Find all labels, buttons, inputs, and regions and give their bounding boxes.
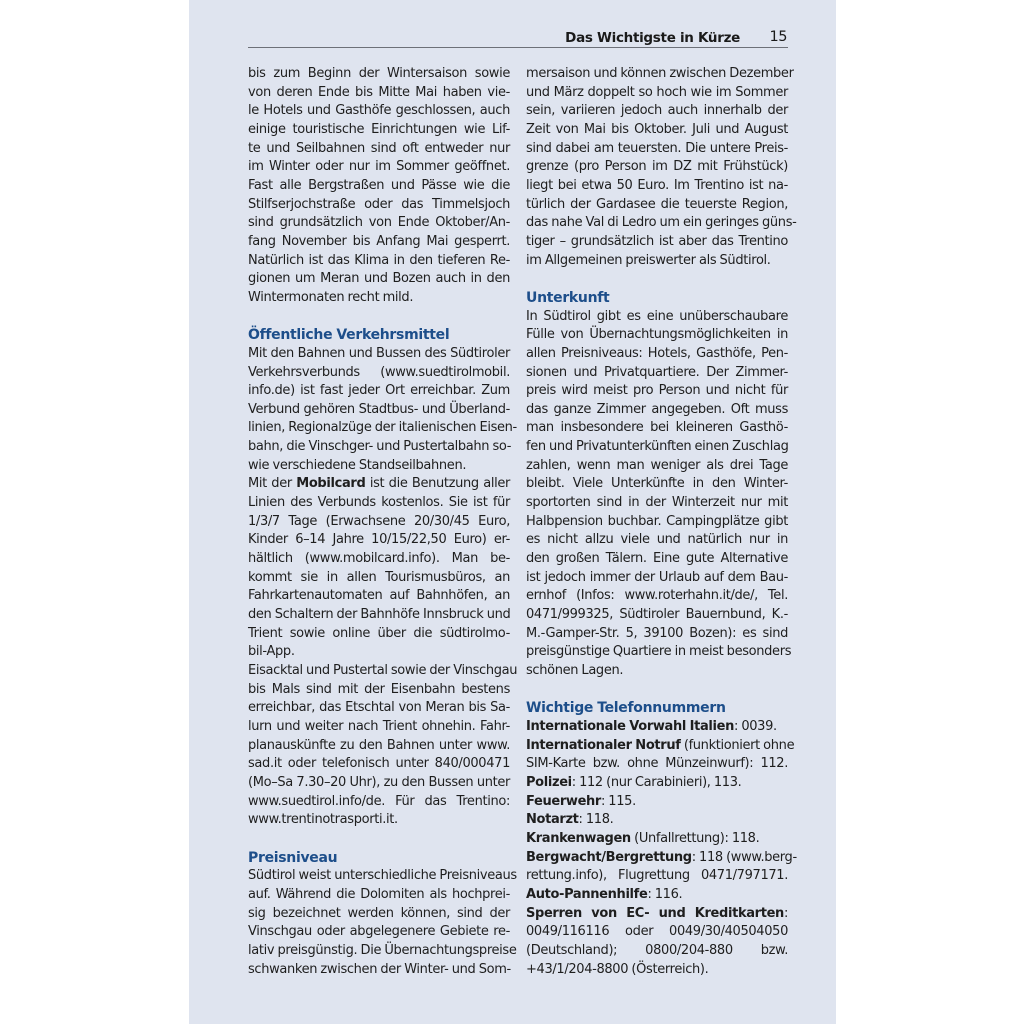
bold-term: Sperren von EC- und Kreditkarten: [526, 905, 784, 921]
text-segment: :: [783, 905, 788, 921]
section-heading: [526, 699, 788, 718]
text-segment: mersaison und können zwischen Dezember: [526, 66, 794, 81]
text-line: [248, 513, 510, 532]
text-line: [248, 401, 510, 420]
text-line: [526, 196, 788, 215]
text-segment: rettung.info), Flugrettung 0471/797171.: [526, 868, 788, 884]
text-segment: (Deutschland); 0800/204-880 bzw.: [526, 942, 788, 958]
text-segment: zahlen, wenn man weniger als drei Tage: [526, 457, 788, 473]
text-segment: lativ preisgünstig. Die Übernachtungspreise: [248, 942, 517, 958]
text-line: [526, 438, 788, 457]
text-segment: bil-App.: [248, 644, 295, 660]
text-line: [526, 774, 788, 793]
text-segment: 0049/116116 oder 0049/30/40504050: [526, 924, 788, 940]
text-segment: den Schaltern der Bahnhöfe Innsbruck und: [248, 607, 511, 623]
text-segment: linien, Regionalzüge der italienischen Eisen-: [248, 420, 517, 436]
text-segment: den großen Tälern. Eine gute Alternative: [526, 551, 788, 567]
text-segment: Trient sowie online über die südtirolmo-: [248, 625, 510, 641]
text-segment: Wintermonaten recht mild.: [248, 289, 414, 305]
text-segment: preis wird meist pro Person und nicht für: [526, 383, 788, 399]
text-line: [248, 177, 510, 196]
text-segment: tiger – grundsätzlich ist aber das Trentino: [526, 233, 788, 249]
text-line: [248, 961, 510, 980]
text-line: [248, 811, 510, 830]
text-line: [248, 793, 510, 812]
running-header: [248, 28, 788, 48]
text-line: [248, 867, 517, 886]
page-number: 15: [769, 29, 787, 45]
text-line: [526, 102, 788, 121]
text-line: [526, 867, 788, 886]
text-segment: : 118.: [578, 812, 614, 828]
text-line: [248, 158, 510, 177]
bold-term: Internationale Vorwahl Italien: [526, 718, 735, 734]
text-line: [526, 84, 788, 103]
text-line: [248, 419, 517, 438]
text-line: [526, 942, 788, 961]
text-line: [526, 65, 794, 84]
section-heading: [526, 289, 788, 308]
text-line: [526, 308, 788, 327]
text-line: [248, 475, 510, 494]
bold-term: Krankenwagen: [526, 830, 631, 846]
text-segment: 1/3/7 Tage (Erwachsene 20/30/45 Euro,: [248, 513, 510, 529]
text-line: [248, 457, 510, 476]
text-segment: +43/1/204-8800 (Österreich).: [526, 961, 709, 977]
text-line: [248, 364, 510, 383]
text-line: [248, 494, 510, 513]
text-line: [248, 252, 510, 271]
text-line: [248, 345, 510, 364]
text-line: [526, 401, 788, 420]
text-segment: es nicht allzu viele und natürlich nur in: [526, 532, 788, 548]
text-line: [248, 643, 510, 662]
bold-term: Mobilcard: [296, 476, 366, 492]
text-segment: das nahe Val di Ledro um ein geringes güns-: [526, 215, 797, 231]
text-line: [248, 84, 510, 103]
text-line: [248, 65, 510, 84]
text-line: [248, 382, 510, 401]
text-segment: Vinschgau oder abgelegenere Gebiete re-: [248, 924, 510, 940]
text-segment: info.de) ist fast jeder Ort erreichbar. Zum: [248, 383, 510, 399]
text-segment: : 112 (nur Carabinieri), 113.: [571, 774, 742, 790]
section-heading: [248, 326, 510, 345]
text-segment: Fülle von Übernachtungsmöglichkeiten in: [526, 327, 788, 343]
text-line: [248, 886, 510, 905]
running-header-title: Das Wichtigste in Kürze: [565, 30, 740, 46]
text-segment: Mit den Bahnen und Bussen des Südtiroler: [248, 345, 510, 361]
text-segment: Mit der: [248, 476, 297, 492]
text-segment: im Winter oder nur im Sommer geöffnet.: [248, 159, 510, 175]
text-segment: SIM-Karte bzw. ohne Münzeinwurf): 112.: [526, 756, 788, 772]
text-line: [248, 923, 510, 942]
text-segment: Kinder 6–14 Jahre 10/15/22,50 Euro) er-: [248, 532, 510, 548]
text-line: [248, 438, 510, 457]
text-segment: bis Mals sind mit der Eisenbahn bestens: [248, 681, 510, 697]
text-line: [248, 718, 510, 737]
text-segment: liegt bei etwa 50 Euro. Im Trentino ist na-: [526, 177, 788, 193]
text-segment: : 118 (www.berg-: [691, 849, 797, 865]
text-line: [526, 737, 795, 756]
text-segment: fang November bis Anfang Mai gesperrt.: [248, 233, 510, 249]
paragraph-spacer: [248, 308, 510, 327]
text-segment: ist jedoch immer der Urlaub auf dem Bau-: [526, 569, 788, 585]
text-segment: auf. Während die Dolomiten als hochprei-: [248, 886, 510, 902]
text-line: [248, 270, 510, 289]
text-segment: fen und Privatunterkünften einen Zuschlag: [526, 439, 789, 455]
text-segment: preisgünstige Quartiere in meist besonders: [526, 644, 792, 660]
text-line: [526, 326, 788, 345]
text-line: [248, 625, 510, 644]
bold-term: Bergwacht/Bergrettung: [526, 849, 692, 865]
text-line: [526, 475, 788, 494]
text-segment: wie verschiedene Standseilbahnen.: [248, 457, 467, 473]
text-segment: (Unfallrettung): 118.: [630, 830, 760, 846]
text-line: [248, 942, 517, 961]
text-line: [526, 252, 788, 271]
bold-term: Internationaler Notruf: [526, 737, 681, 753]
text-segment: : 116.: [647, 886, 683, 902]
text-line: [526, 923, 788, 942]
text-segment: ist die Benutzung aller: [365, 476, 510, 492]
left-column: [248, 65, 518, 979]
text-line: [526, 364, 788, 383]
paragraph-spacer: [526, 681, 788, 700]
text-segment: das ganze Zimmer angegeben. Oft muss: [526, 401, 788, 417]
text-segment: Wichtige Telefonnummern: [526, 700, 726, 717]
text-segment: In Südtirol gibt es eine unüberschaubare: [526, 308, 788, 324]
text-segment: schwanken zwischen der Winter- und Som-: [248, 961, 511, 977]
text-segment: sportorten sind in der Winterzeit nur mit: [526, 495, 788, 511]
text-line: [248, 531, 510, 550]
text-segment: Unterkunft: [526, 289, 610, 306]
text-segment: einige touristische Einrichtungen wie Lif-: [248, 121, 510, 137]
text-line: [526, 662, 788, 681]
text-segment: (funktioniert ohne: [680, 737, 795, 753]
text-segment: : 115.: [601, 793, 636, 809]
text-segment: kommt sie in allen Tourismusbüros, an: [248, 569, 510, 585]
text-segment: bahn, die Vinschger- und Pustertalbahn so-: [248, 439, 512, 455]
text-line: [526, 569, 788, 588]
text-line: [526, 793, 788, 812]
text-line: [526, 457, 788, 476]
text-line: [248, 550, 510, 569]
text-segment: sig bezeichnet werden können, sind der: [248, 905, 510, 921]
text-segment: bleibt. Viele Unterkünfte in den Winter-: [526, 476, 788, 492]
text-line: [526, 121, 788, 140]
text-line: [248, 121, 510, 140]
text-line: [526, 625, 788, 644]
text-line: [526, 849, 797, 868]
bold-term: Notarzt: [526, 812, 579, 828]
text-line: [526, 494, 788, 513]
text-line: [248, 755, 510, 774]
text-line: [526, 158, 788, 177]
text-line: [248, 699, 510, 718]
paragraph-spacer: [526, 270, 788, 289]
text-segment: sind dabei am teuersten. Die untere Preis-: [526, 140, 788, 156]
text-line: [526, 905, 788, 924]
text-segment: Zeit von Mai bis Oktober. Juli und August: [526, 121, 788, 137]
text-line: [526, 382, 788, 401]
text-segment: man insbesondere bei kleineren Gasthö-: [526, 420, 788, 436]
text-segment: Stilfserjochstraße oder das Timmelsjoch: [248, 196, 510, 212]
text-line: [248, 289, 510, 308]
text-line: [526, 643, 792, 662]
text-segment: türlich der Gardasee die teuerste Region,: [526, 196, 788, 212]
text-line: [526, 531, 788, 550]
text-segment: le Hotels und Gasthöfe geschlossen, auch: [248, 103, 510, 119]
text-segment: ernhof (Infos: www.roterhahn.it/de/, Tel.: [526, 588, 788, 604]
text-segment: Öffentliche Verkehrsmittel: [248, 327, 450, 344]
right-column: [526, 65, 797, 979]
text-segment: Halbpension buchbar. Campingplätze gibt: [526, 513, 788, 529]
bold-term: Feuerwehr: [526, 793, 601, 809]
text-line: [248, 214, 510, 233]
text-segment: und März doppelt so hoch wie im Sommer: [526, 84, 788, 100]
text-line: [526, 140, 788, 159]
text-segment: M.-Gamper-Str. 5, 39100 Bozen): es sind: [526, 625, 788, 641]
text-line: [526, 177, 788, 196]
text-segment: sein, variieren jedoch auch innerhalb der: [526, 103, 788, 119]
text-segment: 0471/999325, Südtiroler Bauernbund, K.-: [526, 607, 788, 623]
section-heading: [248, 849, 510, 868]
text-segment: bis zum Beginn der Wintersaison sowie: [248, 66, 510, 81]
text-line: [526, 419, 788, 438]
text-line: [248, 587, 510, 606]
text-line: [526, 886, 788, 905]
text-line: [248, 905, 510, 924]
text-segment: gionen um Meran und Bozen auch in den: [248, 271, 510, 287]
text-segment: Verkehrsverbunds (www.suedtirolmobil.: [248, 364, 510, 380]
text-segment: te und Seilbahnen sind oft entweder nur: [248, 140, 510, 156]
text-segment: : 0039.: [734, 718, 777, 734]
text-segment: grenze (pro Person im DZ mit Frühstück): [526, 159, 788, 175]
text-segment: sad.it oder telefonisch unter 840/000471: [248, 756, 510, 772]
text-line: [248, 606, 510, 625]
text-line: [248, 774, 510, 793]
text-segment: Fahrkartenautomaten auf Bahnhöfen, an: [248, 588, 510, 604]
text-line: [248, 140, 510, 159]
text-line: [526, 550, 788, 569]
text-segment: Preisniveau: [248, 849, 338, 866]
text-line: [526, 718, 788, 737]
text-line: [526, 811, 788, 830]
text-segment: Verbund gehören Stadtbus- und Überland-: [248, 401, 510, 417]
bold-term: Polizei: [526, 774, 572, 790]
text-segment: Linien des Verbunds kostenlos. Sie ist für: [248, 495, 510, 511]
text-line: [248, 569, 510, 588]
paragraph-spacer: [248, 830, 510, 849]
text-line: [526, 961, 788, 980]
text-segment: Fast alle Bergstraßen und Pässe wie die: [248, 177, 510, 193]
text-line: [526, 755, 788, 774]
text-segment: lurn und weiter nach Trient ohnehin. Fahr-: [248, 718, 510, 734]
text-line: [248, 681, 510, 700]
text-line: [248, 196, 510, 215]
text-segment: schönen Lagen.: [526, 663, 624, 678]
text-line: [526, 587, 788, 606]
text-segment: sionen und Privatquartiere. Der Zimmer-: [526, 364, 788, 380]
text-segment: www.trentinotrasporti.it.: [248, 812, 398, 828]
text-segment: www.suedtirol.info/de. Für das Trentino:: [248, 793, 510, 809]
text-segment: sind grundsätzlich von Ende Oktober/An-: [248, 215, 510, 231]
text-segment: im Allgemeinen preiswerter als Südtirol.: [526, 252, 771, 268]
text-line: [526, 214, 797, 233]
text-line: [526, 830, 788, 849]
text-line: [248, 737, 510, 756]
text-segment: planauskünfte zu den Bahnen unter www.: [248, 737, 510, 753]
text-line: [248, 102, 510, 121]
text-line: [526, 345, 788, 364]
text-line: [248, 662, 518, 681]
text-segment: erreichbar, das Etschtal von Meran bis Sa-: [248, 700, 510, 716]
text-line: [526, 606, 788, 625]
text-segment: hältlich (www.mobilcard.info). Man be-: [248, 551, 510, 567]
text-line: [526, 233, 788, 252]
text-segment: Südtirol weist unterschiedliche Preisniveaus: [248, 868, 517, 884]
text-segment: Eisacktal und Pustertal sowie der Vinschgau: [248, 663, 518, 678]
text-segment: von deren Ende bis Mitte Mai haben vie-: [248, 84, 510, 100]
text-line: [248, 233, 510, 252]
text-segment: (Mo–Sa 7.30–20 Uhr), zu den Bussen unter: [248, 774, 510, 790]
bold-term: Auto-Pannenhilfe: [526, 886, 648, 902]
text-segment: Natürlich ist das Klima in den tieferen Re-: [248, 252, 510, 268]
text-line: [526, 513, 788, 532]
text-segment: allen Preisniveaus: Hotels, Gasthöfe, Pen-: [526, 345, 788, 361]
